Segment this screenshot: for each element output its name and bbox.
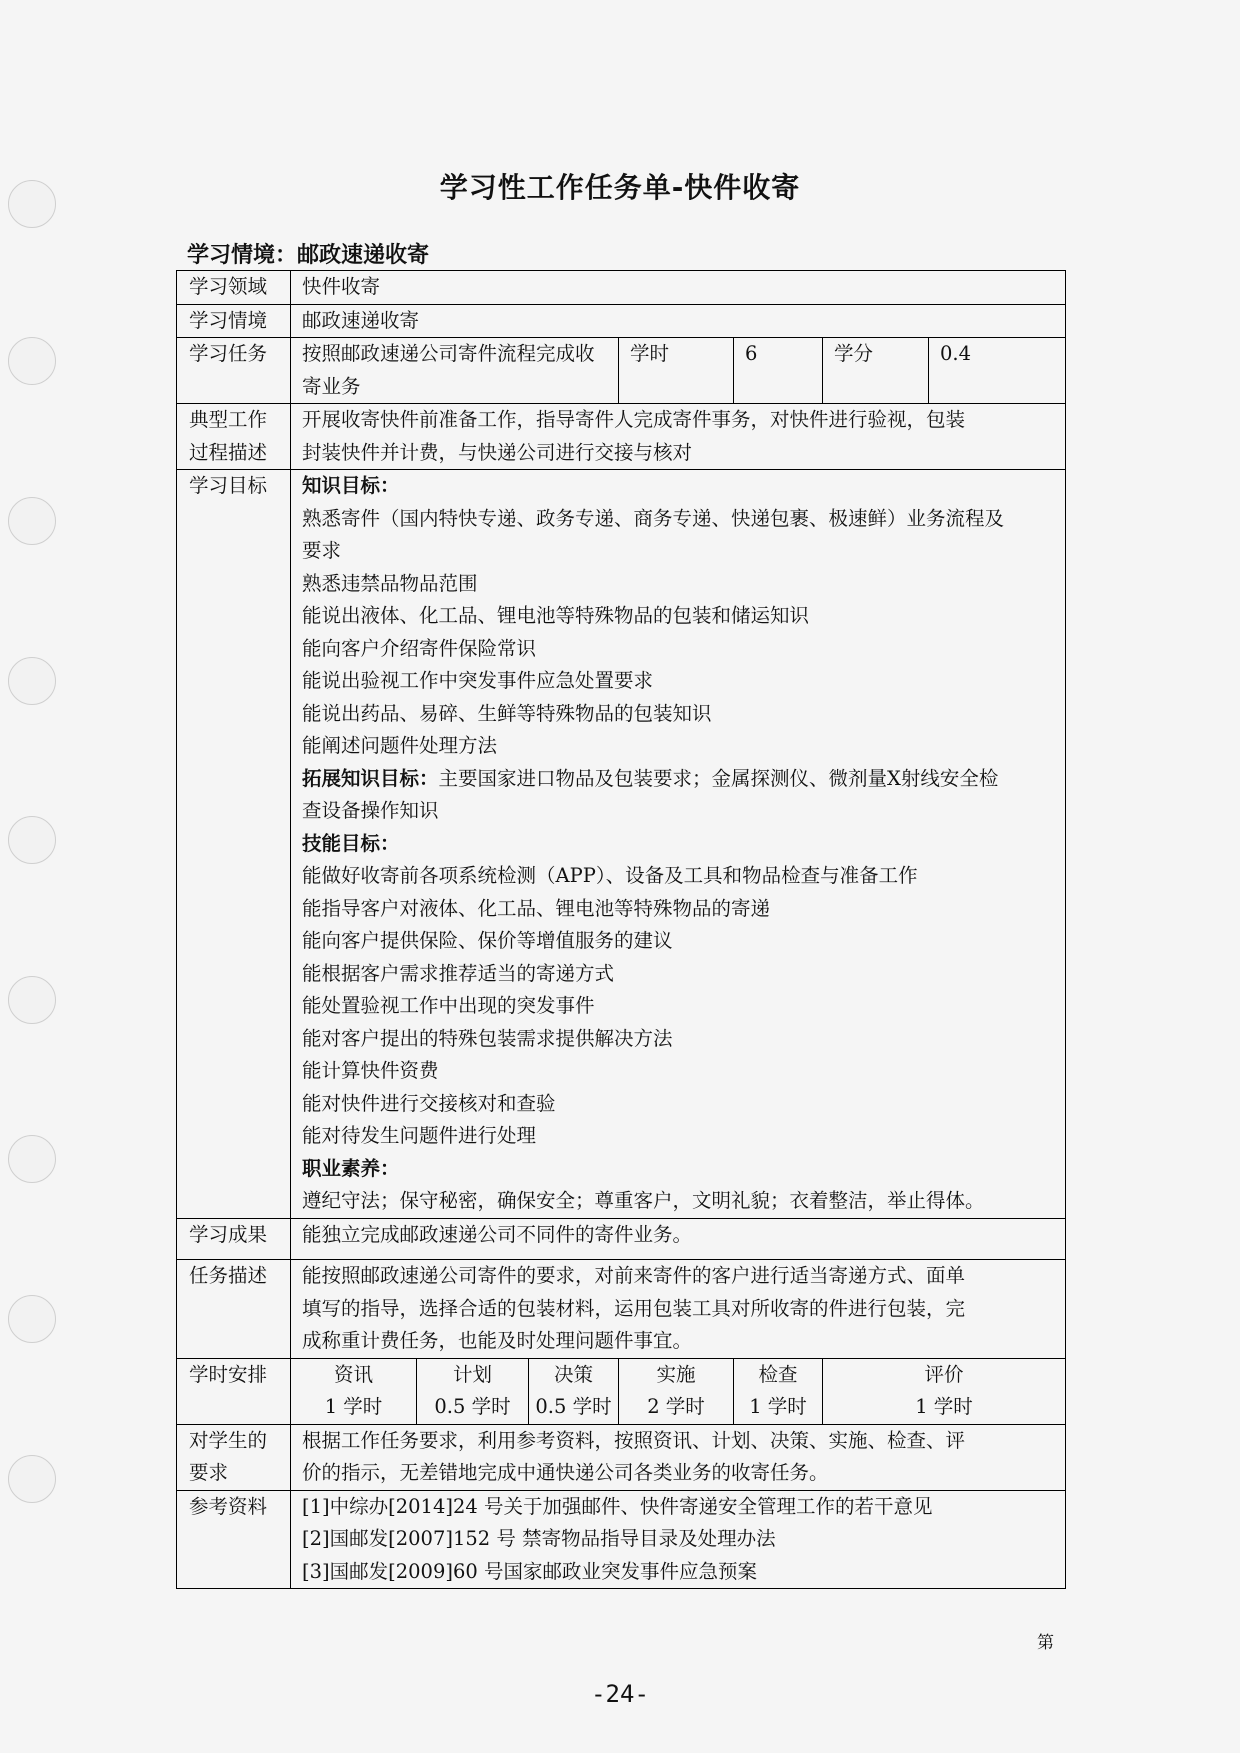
skill-item: 能指导客户对液体、化工品、锂电池等特殊物品的寄递 <box>302 896 771 920</box>
row-description <box>177 1260 1066 1359</box>
knowledge-item: 能说出液体、化工品、锂电池等特殊物品的包装和储运知识 <box>302 604 810 627</box>
value-requirements <box>291 1424 1066 1490</box>
reference-item: [2]国邮发[2007]152 号 禁寄物品指导目录及处理办法 <box>302 1527 776 1550</box>
knowledge-heading: 知识目标： <box>302 474 400 497</box>
label-goals: 学习目标 <box>177 470 291 1219</box>
section-subtitle: 学习情境：邮政速递收寄 <box>187 243 430 268</box>
schedule-cell <box>417 1358 529 1424</box>
label-hours: 学时 <box>619 338 734 404</box>
ext-text-cont: 查设备操作知识 <box>302 799 439 822</box>
schedule-hours: 1 学时 <box>749 1395 807 1418</box>
schedule-hours: 1 学时 <box>324 1395 383 1418</box>
value-references <box>291 1490 1066 1589</box>
process-line: 开展收寄快件前准备工作，指导寄件人完成寄件事务，对快件进行验视，包装 <box>302 408 966 431</box>
knowledge-item: 要求 <box>302 539 342 562</box>
skill-item: 能根据客户需求推荐适当的寄递方式 <box>302 961 615 985</box>
binder-hole <box>8 497 56 545</box>
requirements-line: 根据工作任务要求，利用参考资料，按照资讯、计划、决策、实施、检查、评 <box>302 1428 966 1452</box>
skill-item: 能对快件进行交接核对和查验 <box>302 1091 556 1115</box>
value-field: 快件收寄 <box>291 271 1066 305</box>
label-requirements <box>177 1424 291 1490</box>
label-schedule: 学时安排 <box>177 1358 291 1424</box>
schedule-cell <box>619 1358 734 1424</box>
label-outcome: 学习成果 <box>177 1218 291 1260</box>
schedule-hours: 0.5 学时 <box>434 1395 511 1418</box>
binder-hole <box>8 1455 56 1503</box>
reference-item: [1]中综办[2014]24 号关于加强邮件、快件寄递安全管理工作的若干意见 <box>302 1494 933 1518</box>
skill-item: 能计算快件资费 <box>302 1059 439 1082</box>
value-hours: 6 <box>734 338 823 404</box>
skill-item: 能处置验视工作中出现的突发事件 <box>302 994 595 1017</box>
ext-knowledge <box>302 763 1065 796</box>
process-line: 封装快件并计费，与快递公司进行交接与核对 <box>302 440 693 464</box>
value-credit: 0.4 <box>929 338 1066 404</box>
skill-item: 能做好收寄前各项系统检测（APP）、设备及工具和物品检查与准备工作 <box>302 864 918 887</box>
label-situation: 学习情境 <box>177 304 291 338</box>
row-references <box>177 1490 1066 1589</box>
row-process <box>177 404 1066 470</box>
knowledge-item: 熟悉寄件（国内特快专递、政务专递、商务专递、快递包裹、极速鲜）业务流程及 <box>302 506 1005 530</box>
binder-hole <box>8 1135 56 1183</box>
schedule-cell <box>529 1358 619 1424</box>
footer-mark: 第 <box>1037 1633 1054 1653</box>
label-references: 参考资料 <box>177 1490 291 1589</box>
description-line: 成称重计费任务，也能及时处理问题件事宜。 <box>302 1329 693 1352</box>
schedule-hours: 1 学时 <box>915 1395 973 1418</box>
knowledge-item: 能说出验视工作中突发事件应急处置要求 <box>302 669 654 692</box>
binder-hole <box>8 337 56 385</box>
value-process <box>291 404 1066 470</box>
skill-item: 能对客户提出的特殊包装需求提供解决方法 <box>302 1026 673 1050</box>
label-line: 过程描述 <box>189 440 268 464</box>
page-title: 学习性工作任务单-快件收寄 <box>439 171 801 204</box>
value-description <box>291 1260 1066 1359</box>
task-table <box>176 270 1066 1589</box>
task-line: 按照邮政速递公司寄件流程完成收 <box>302 342 595 365</box>
schedule-hours: 0.5 学时 <box>535 1395 612 1418</box>
label-line: 要求 <box>189 1461 229 1484</box>
row-goals <box>177 470 1066 1219</box>
reference-item: [3]国邮发[2009]60 号国家邮政业突发事件应急预案 <box>302 1559 757 1583</box>
row-schedule <box>177 1358 1066 1424</box>
label-process <box>177 404 291 470</box>
schedule-name: 资讯 <box>333 1362 373 1386</box>
description-line: 填写的指导，选择合适的包装材料，运用包装工具对所收寄的件进行包装，完 <box>302 1296 966 1320</box>
page-number: -24- <box>591 1680 649 1708</box>
value-goals <box>291 470 1066 1219</box>
description-line: 能按照邮政速递公司寄件的要求，对前来寄件的客户进行适当寄递方式、面单 <box>302 1264 966 1287</box>
row-task <box>177 338 1066 404</box>
skill-heading: 技能目标： <box>302 831 400 855</box>
schedule-cell <box>291 1358 417 1424</box>
row-field <box>177 271 1066 305</box>
binder-hole <box>8 1295 56 1343</box>
skill-item: 能对待发生问题件进行处理 <box>302 1124 537 1147</box>
skill-item: 能向客户提供保险、保价等增值服务的建议 <box>302 929 673 952</box>
row-situation <box>177 304 1066 338</box>
schedule-name: 评价 <box>924 1362 964 1386</box>
schedule-name: 计划 <box>452 1362 492 1386</box>
value-task <box>291 338 619 404</box>
value-outcome: 能独立完成邮政速递公司不同件的寄件业务。 <box>291 1218 1066 1260</box>
quality-heading: 职业素养： <box>302 1156 400 1180</box>
task-line: 寄业务 <box>302 374 361 398</box>
binder-hole <box>8 976 56 1024</box>
requirements-line: 价的指示，无差错地完成中通快递公司各类业务的收寄任务。 <box>302 1461 829 1484</box>
row-requirements <box>177 1424 1066 1490</box>
ext-heading: 拓展知识目标： <box>302 766 439 790</box>
label-line: 典型工作 <box>189 408 268 431</box>
knowledge-item: 能说出药品、易碎、生鲜等特殊物品的包装知识 <box>302 701 712 725</box>
knowledge-item: 能向客户介绍寄件保险常识 <box>302 636 537 660</box>
binder-hole <box>8 657 56 705</box>
schedule-hours: 2 学时 <box>647 1395 705 1418</box>
label-field: 学习领域 <box>177 271 291 305</box>
ext-text: 主要国家进口物品及包装要求；金属探测仪、微剂量X射线安全检 <box>438 766 999 790</box>
schedule-cell <box>823 1358 1066 1424</box>
label-description: 任务描述 <box>177 1260 291 1359</box>
value-situation: 邮政速递收寄 <box>291 304 1066 338</box>
schedule-cell <box>734 1358 823 1424</box>
row-outcome <box>177 1218 1066 1260</box>
label-credit: 学分 <box>823 338 929 404</box>
schedule-name: 实施 <box>656 1362 696 1386</box>
knowledge-item: 能阐述问题件处理方法 <box>302 734 498 757</box>
knowledge-item: 熟悉违禁品物品范围 <box>302 571 478 595</box>
schedule-name: 检查 <box>758 1362 798 1386</box>
label-line: 对学生的 <box>189 1428 268 1452</box>
quality-text: 遵纪守法；保守秘密，确保安全；尊重客户，文明礼貌；衣着整洁，举止得体。 <box>302 1189 985 1212</box>
binder-hole <box>8 816 56 864</box>
schedule-name: 决策 <box>553 1362 593 1386</box>
label-task: 学习任务 <box>177 338 291 404</box>
